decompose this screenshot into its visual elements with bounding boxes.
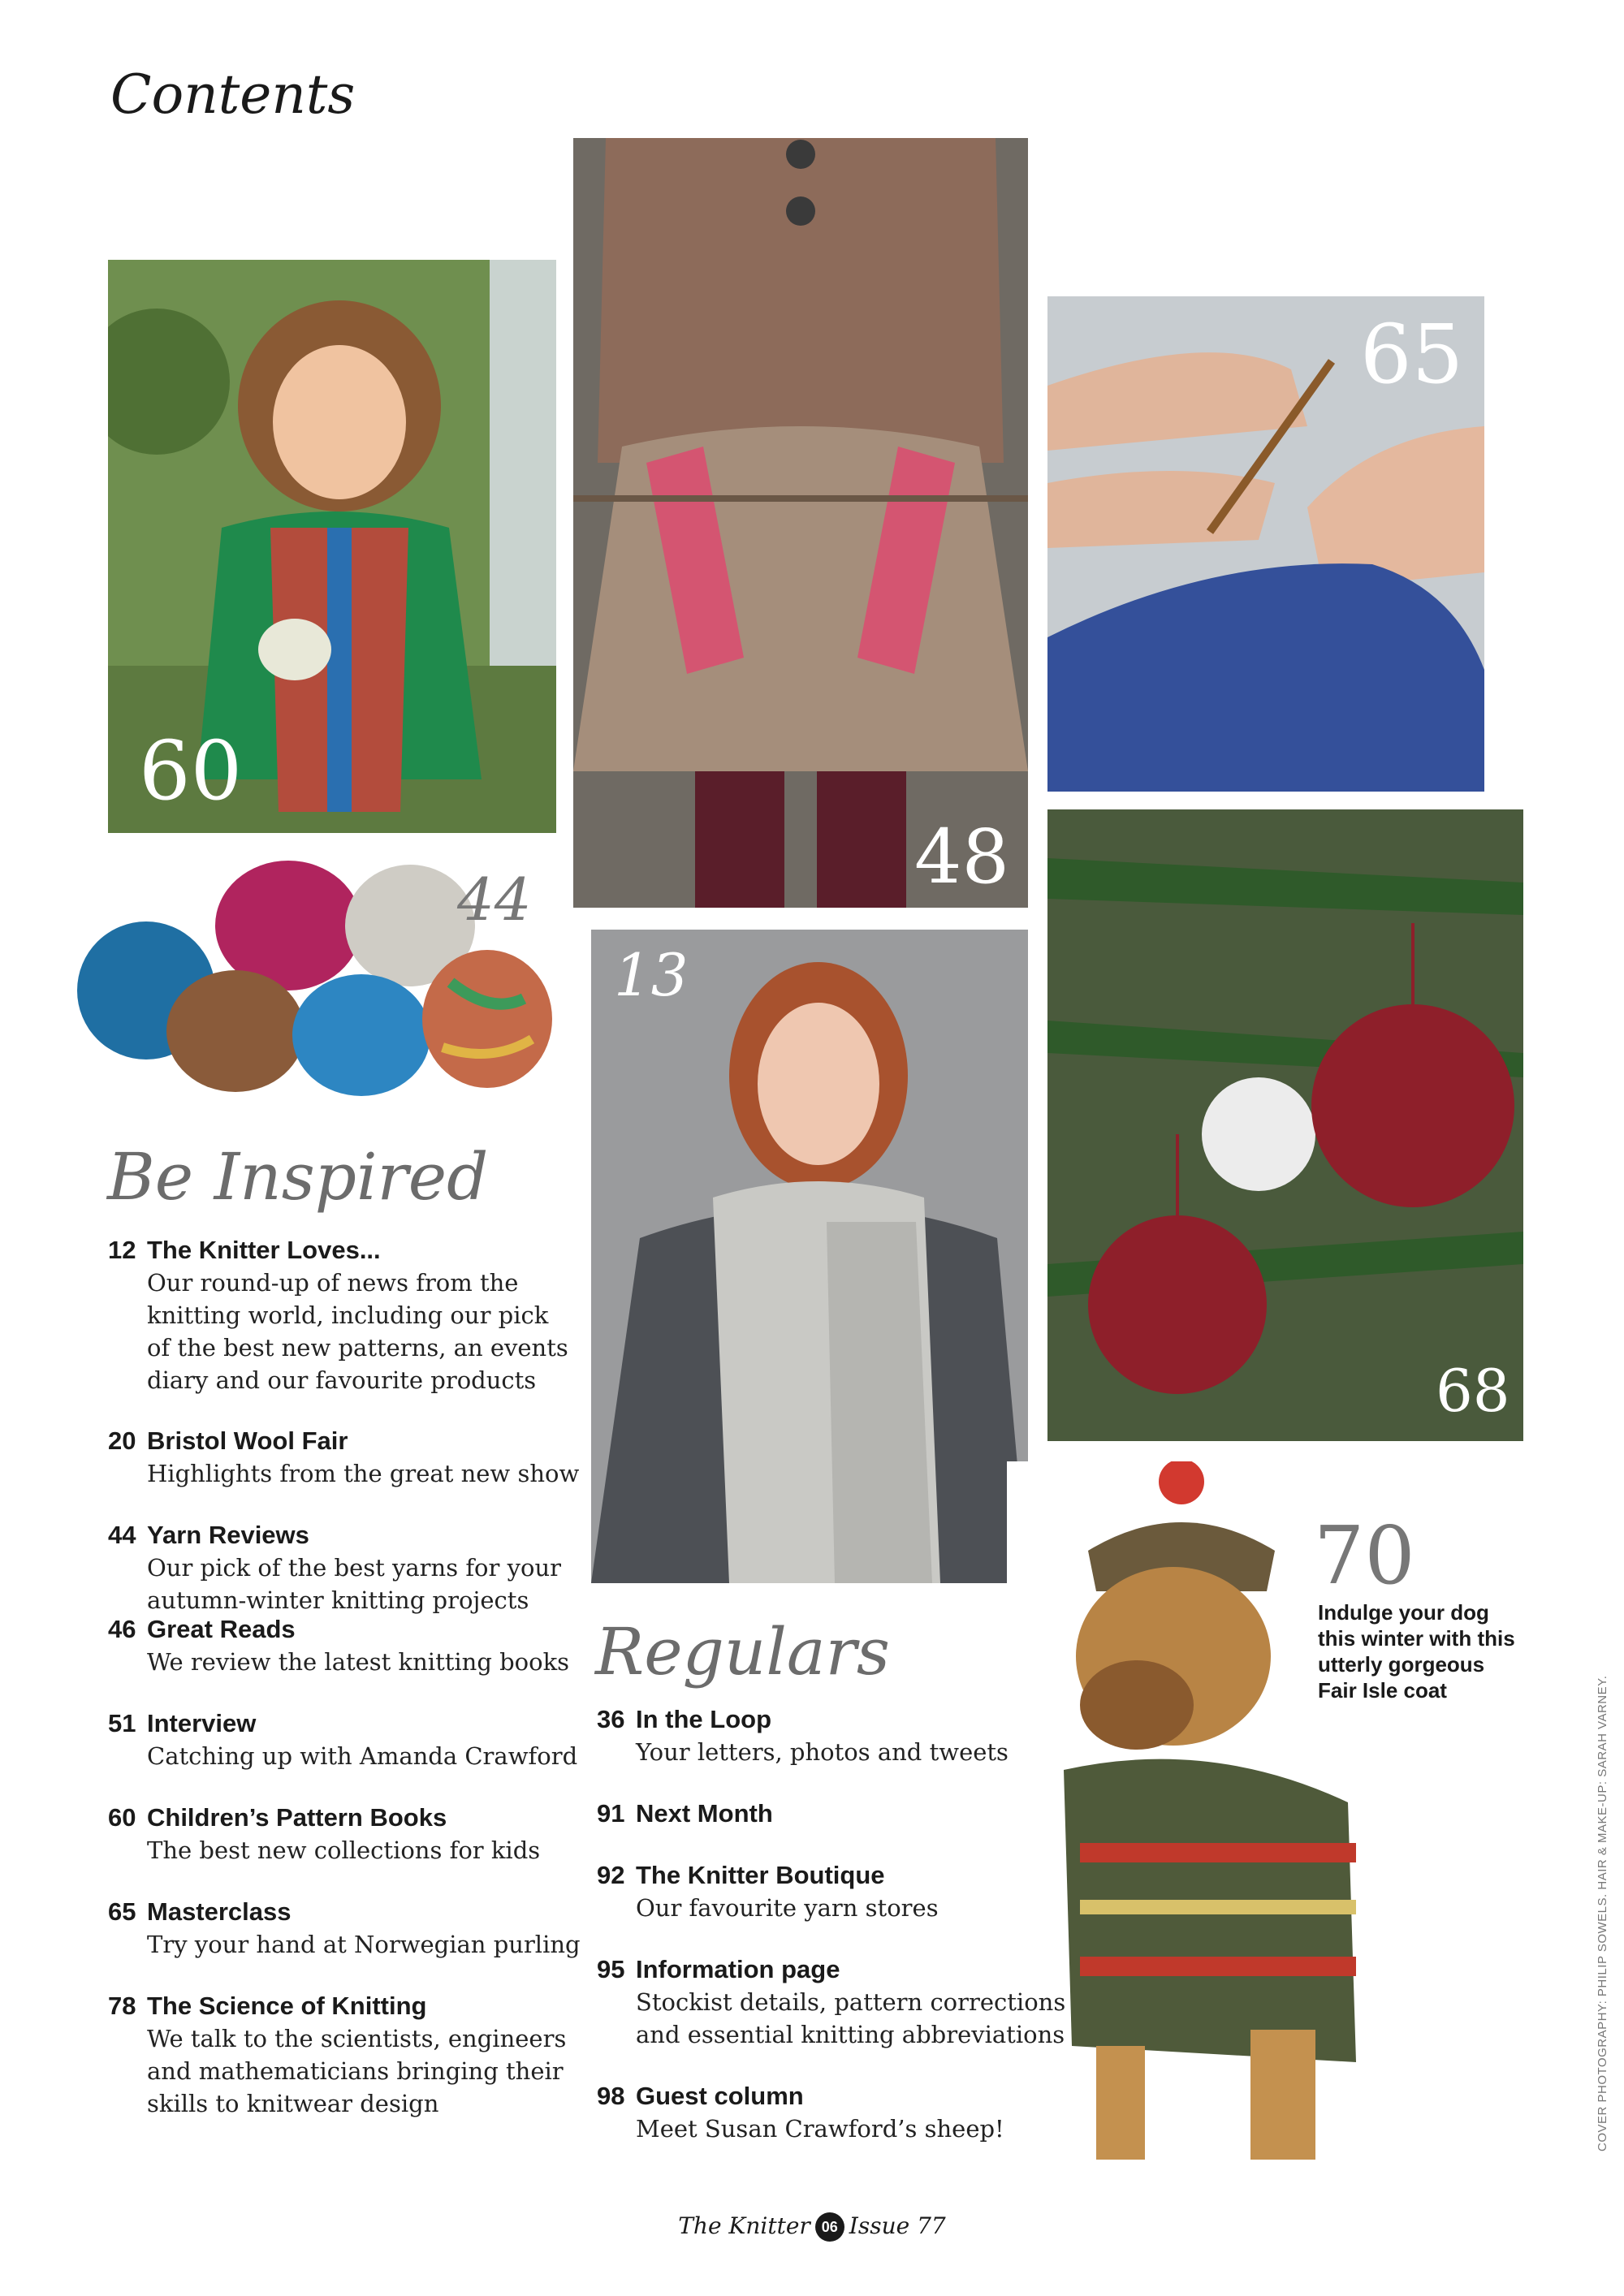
entry-title: Masterclass [147,1897,292,1926]
entry-title: Great Reads [147,1615,296,1643]
photo-child-waistcoat [108,260,556,833]
photo-yarn-skeins [69,852,556,1104]
entry-description: We talk to the scientists, engineers and mathematicians bringing their skills to knitwear design [147,2025,567,2117]
footer-issue: Issue 77 [849,2212,946,2239]
entry-heading [108,1707,577,1740]
page-number-65: 65 [1360,307,1464,402]
entry-heading [108,1802,540,1834]
entry-heading [597,1859,939,1892]
entry-heading [108,1234,568,1267]
entry-title: Information page [636,1955,840,1983]
entry-title: Interview [147,1709,257,1737]
entry-description: Highlights from the great new show [147,1460,580,1487]
entry-heading [108,1519,561,1552]
entry-heading [597,2080,1004,2113]
entry-title: The Knitter Boutique [636,1861,885,1889]
contents-entry [108,1425,579,1490]
contents-entry [597,2080,1004,2145]
photo-credit: COVER PHOTOGRAPHY: PHILIP SOWELS. HAIR & MAKE-UP: SARAH VARNEY. [1596,1675,1609,2151]
section-title-be-inspired: Be Inspired [107,1139,489,1215]
entry-description: Try your hand at Norwegian purling [147,1931,581,1958]
entry-heading [108,1425,579,1457]
contents-entry [108,1990,566,2120]
photo-skirt-gloves [573,138,1028,908]
contents-entry [108,1519,561,1616]
entry-title: Bristol Wool Fair [147,1426,348,1455]
contents-entry [108,1707,577,1772]
entry-title: Children’s Pattern Books [147,1803,447,1832]
page-number-60: 60 [139,723,243,818]
entry-title: The Science of Knitting [147,1992,427,2020]
contents-entry [108,1613,569,1678]
photo-knitting-hands [1047,296,1484,792]
entry-title: In the Loop [636,1705,772,1733]
entry-page-number: 91 [597,1799,625,1828]
entry-page-number: 65 [108,1897,136,1926]
entry-page-number: 92 [597,1861,625,1889]
entry-heading [108,1990,566,2022]
entry-title: The Knitter Loves... [147,1236,381,1264]
footer-page-number: 06 [815,2212,844,2242]
entry-page-number: 60 [108,1803,136,1832]
entry-description: Your letters, photos and tweets [636,1738,1009,1766]
photo-knitted-baubles [1047,809,1523,1441]
dog-caption: Indulge your dog this winter with this utterly gorgeous Fair Isle coat [1318,1600,1515,1703]
entry-heading [597,1703,1009,1736]
page-number-13: 13 [614,941,689,1009]
contents-entry [597,1798,773,1830]
entry-heading [597,1953,1065,1986]
entry-heading [108,1613,569,1646]
page-number-70: 70 [1314,1510,1415,1603]
entry-description: Meet Susan Crawford’s sheep! [636,2115,1004,2143]
entry-page-number: 46 [108,1615,136,1643]
entry-title: Yarn Reviews [147,1521,309,1549]
contents-entry [597,1859,939,1924]
entry-page-number: 12 [108,1236,136,1264]
photo-woman-scarf [591,930,1028,1583]
footer-magazine: The Knitter [678,2212,810,2239]
entry-page-number: 20 [108,1426,136,1455]
entry-description: Stockist details, pattern corrections and essential knitting abbreviations [636,1988,1066,2048]
entry-description: Our round-up of news from the knitting world, including our pick of the best new patterns, an events diary and our favourite products [147,1269,568,1394]
contents-entry [597,1953,1065,2051]
contents-entry [108,1802,540,1867]
entry-description: Catching up with Amanda Crawford [147,1742,578,1770]
entry-page-number: 78 [108,1992,136,2020]
entry-description: The best new collections for kids [147,1836,541,1864]
page-heading: Contents [110,63,356,126]
entry-title: Guest column [636,2082,804,2110]
entry-page-number: 36 [597,1705,625,1733]
entry-heading [597,1798,773,1830]
page-footer [0,2212,1624,2242]
entry-page-number: 95 [597,1955,625,1983]
entry-title: Next Month [636,1799,773,1828]
page-number-44: 44 [457,865,532,934]
page-number-48: 48 [914,814,1010,900]
page-number-68: 68 [1436,1357,1510,1425]
contents-entry [108,1234,568,1396]
entry-description: Our pick of the best yarns for your autumn-winter knitting projects [147,1554,561,1614]
entry-page-number: 98 [597,2082,625,2110]
entry-page-number: 44 [108,1521,136,1549]
section-title-regulars: Regulars [595,1614,890,1690]
entry-description: Our favourite yarn stores [636,1894,939,1922]
entry-description: We review the latest knitting books [147,1648,570,1676]
contents-entry [597,1703,1009,1768]
entry-heading [108,1896,581,1928]
contents-entry [108,1896,581,1961]
entry-page-number: 51 [108,1709,136,1737]
